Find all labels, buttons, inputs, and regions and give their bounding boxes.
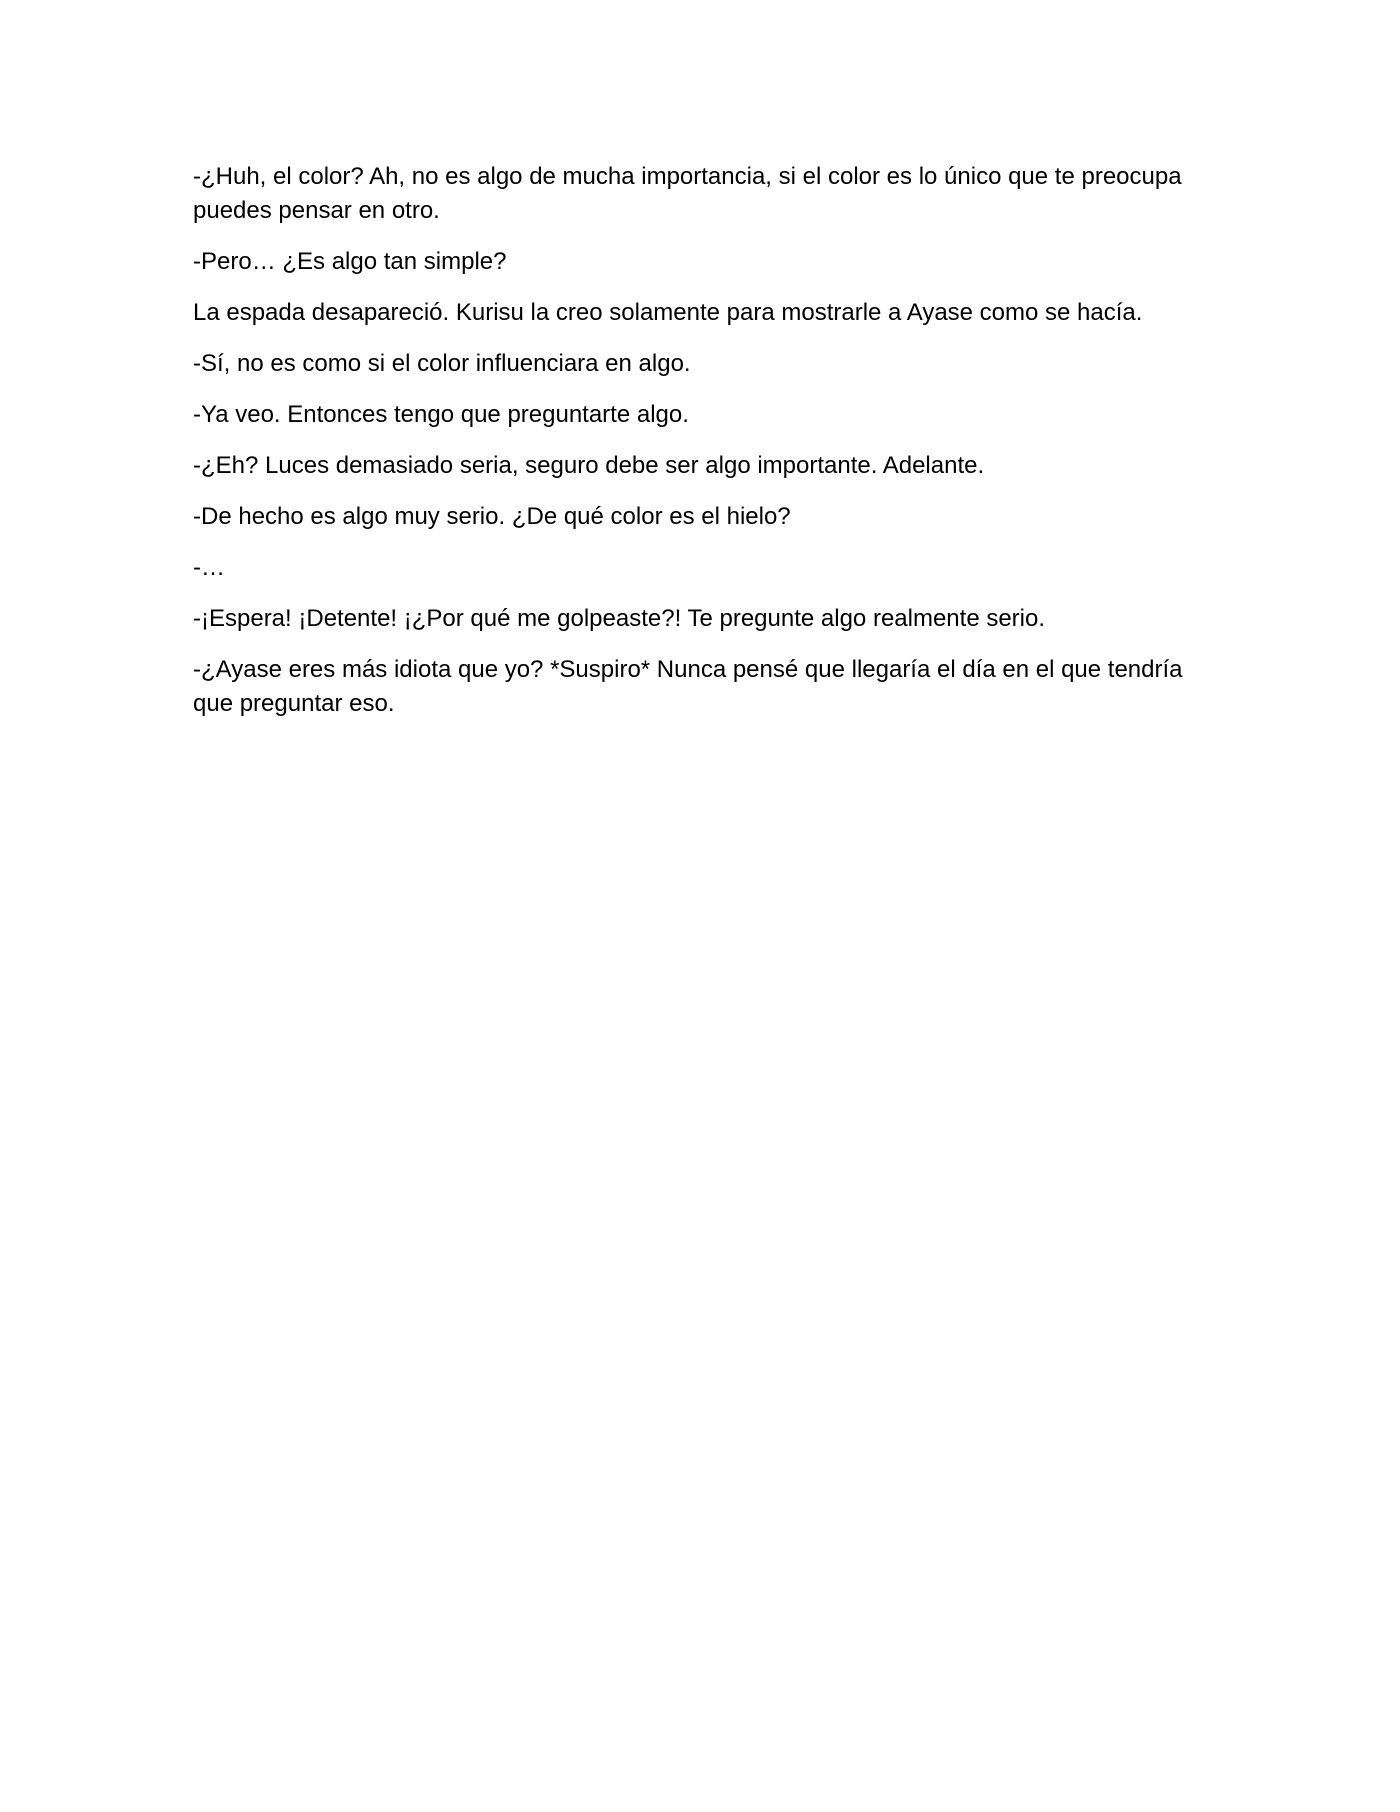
document-body [193, 160, 1193, 738]
paragraph: -¿Ayase eres más idiota que yo? *Suspiro* Nunca pensé que llegaría el día en el que tendría que preguntar eso. [193, 656, 1183, 717]
paragraph: -… [193, 554, 225, 581]
paragraph: -¿Eh? Luces demasiado seria, seguro debe ser algo importante. Adelante. [193, 452, 985, 479]
paragraph: -De hecho es algo muy serio. ¿De qué color es el hielo? [193, 503, 791, 530]
paragraph: -Pero… ¿Es algo tan simple? [193, 248, 507, 275]
paragraph: -Sí, no es como si el color influenciara en algo. [193, 350, 691, 377]
paragraph: -¿Huh, el color? Ah, no es algo de mucha importancia, si el color es lo único que te preocupa puedes pensar en otro. [193, 163, 1182, 224]
paragraph: -¡Espera! ¡Detente! ¡¿Por qué me golpeaste?! Te pregunte algo realmente serio. [193, 605, 1046, 632]
paragraph: La espada desapareció. Kurisu la creo solamente para mostrarle a Ayase como se hacía. [193, 299, 1143, 326]
paragraph: -Ya veo. Entonces tengo que preguntarte algo. [193, 401, 689, 428]
